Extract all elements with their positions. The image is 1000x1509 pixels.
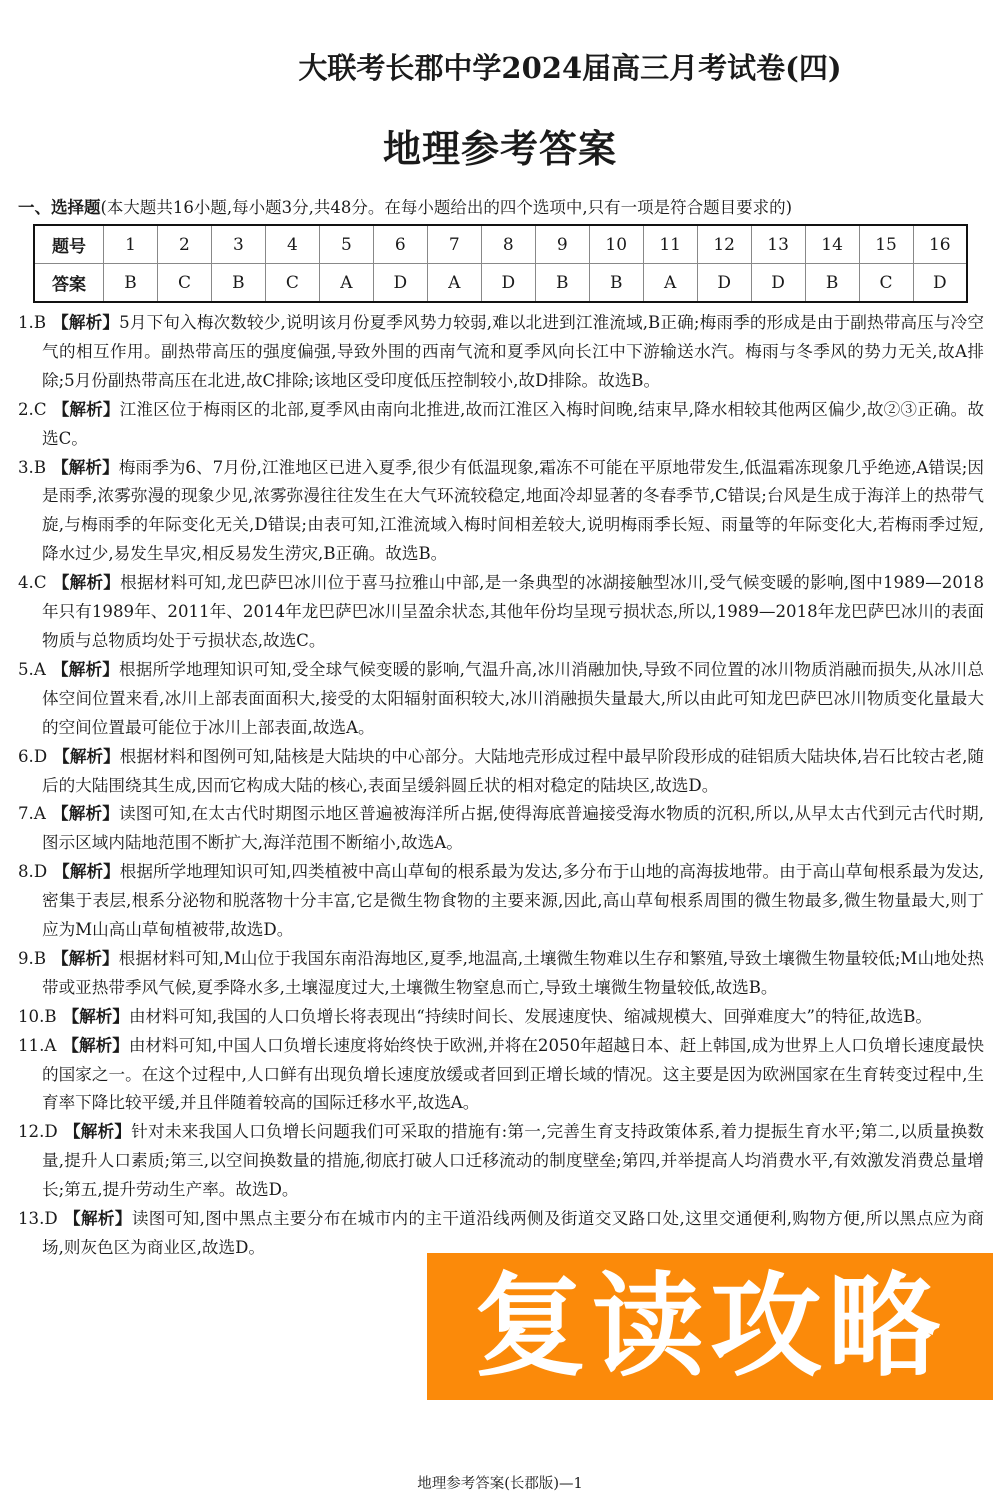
explanation-text: 5月下旬入梅次数较少,说明该月份夏季风势力较弱,难以北进到江淮流域,B正确;梅雨季的形成是由于副热带高压与冷空气的相互作用。副热带高压的强度偏强,导致外围的西南气流和夏季风向长江中下游输送水汽。梅雨与冬季风的势力无关,故A排除;5月份副热带高压在北进,故C排除;该地区受印度低压控制较小,故D排除。故选B。: [42, 313, 984, 390]
explanation-text: 根据材料和图例可知,陆核是大陆块的中心部分。大陆地壳形成过程中最早阶段形成的硅铝质大陆块体,岩石比较古老,随后的大陆围绕其生成,因而它构成大陆的核心,表面呈缓斜圆丘状的相对稳定的陆块区,故选D。: [42, 746, 985, 795]
question-answer-label: 12.D: [18, 1122, 58, 1142]
exam-title: 大联考长郡中学2024届高三月考试卷(四): [298, 51, 842, 85]
question-number: 12: [697, 225, 751, 264]
question-number-row: [34, 225, 967, 264]
page-footer: 地理参考答案(长郡版)—1: [417, 1476, 583, 1492]
explanation-text: 针对未来我国人口负增长问题我们可采取的措施有:第一,完善生育支持政策体系,着力提振生育水平;第二,以质量换数量,提升人口素质;第三,以空间换数量的措施,彻底打破人口迁移流动的制度壁垒;第四,并举提高人均消费水平,有效激发消费总量增长;第五,提升劳动生产率。故选D。: [42, 1122, 984, 1200]
answer-cell: B: [535, 264, 589, 303]
section-instruction: (本大题共16小题,每小题3分,共48分。在每小题给出的四个选项中,只有一项是符合题目要求的): [100, 198, 793, 217]
explanation-text: 读图可知,图中黑点主要分布在城市内的主干道沿线两侧及街道交叉路口处,这里交通便利,购物方便,所以黑点应为商场,则灰色区为商业区,故选D。: [42, 1209, 984, 1257]
explanation-item: [18, 800, 984, 858]
answer-cell: D: [913, 264, 967, 303]
answer-cell: B: [104, 264, 158, 303]
explanation-text: 江淮区位于梅雨区的北部,夏季风由南向北推进,故而江淮区入梅时间晚,结束早,降水相较其他两区偏少,故②③正确。故选C。: [42, 399, 984, 448]
answer-table: [33, 224, 968, 303]
question-number: 13: [751, 225, 805, 264]
question-number: 1: [104, 225, 158, 264]
question-number: 11: [643, 225, 697, 264]
explanation-item: [18, 1003, 984, 1032]
explanation-item: [18, 569, 984, 656]
question-answer-label: 10.B: [18, 1006, 57, 1026]
explanation-text: 根据材料可知,M山位于我国东南沿海地区,夏季,地温高,土壤微生物难以生存和繁殖,导致土壤微生物量较低;M山地处热带或亚热带季风气候,夏季降水多,土壤湿度过大,土壤微生物窒息而亡,导致土壤微生物量较低,故选B。: [42, 948, 985, 997]
explanation-text: 由材料可知,中国人口负增长速度将始终快于欧洲,并将在2050年超越日本、赶上韩国,成为世界上人口负增长速度最快的国家之一。在这个过程中,人口鲜有出现负增长速度放缓或者回到正增长域的情况。这主要是因为欧洲国家在生育转变过程中,生育率下降比较平缓,并且伴随着较高的国际迁移水平,故选A。: [42, 1035, 984, 1113]
question-number: 10: [589, 225, 643, 264]
question-number: 5: [319, 225, 373, 264]
analysis-tag: 【解析】: [52, 399, 120, 419]
question-answer-label: 1.B: [18, 313, 47, 332]
question-number: 4: [265, 225, 319, 264]
answer-cell: B: [211, 264, 265, 303]
analysis-tag: 【解析】: [52, 573, 121, 593]
answer-cell: B: [589, 264, 643, 303]
answer-cell: C: [265, 264, 319, 303]
analysis-tag: 【解析】: [53, 746, 120, 766]
analysis-tag: 【解析】: [51, 659, 120, 679]
question-number: 16: [913, 225, 967, 264]
analysis-tag: 【解析】: [63, 1122, 132, 1142]
question-answer-label: 3.B: [18, 457, 47, 477]
analysis-tag: 【解析】: [52, 948, 119, 968]
question-answer-label: 9.B: [18, 948, 47, 968]
question-number: 15: [859, 225, 913, 264]
analysis-tag: 【解析】: [63, 1209, 132, 1229]
explanation-item: [18, 309, 984, 396]
analysis-tag: 【解析】: [62, 1006, 129, 1026]
section-label: 一、选择题: [18, 198, 101, 217]
explanations-list: [18, 309, 984, 1263]
explanation-text: 根据所学地理知识可知,四类植被中高山草甸的根系最为发达,多分布于山地的高海拔地带。由于高山草甸根系最为发达,密集于表层,根系分泌物和脱落物十分丰富,它是微生物食物的主要来源,因此,高山草甸根系周围的微生物最多,微生物量最大,则丁应为M山高山草甸植被带,故选D。: [42, 862, 985, 940]
question-number: 3: [211, 225, 265, 264]
question-answer-label: 11.A: [18, 1035, 57, 1055]
explanation-text: 读图可知,在太古代时期图示地区普遍被海洋所占据,使得海底普遍接受海水物质的沉积,所以,从早太古代到元古代时期,图示区域内陆地范围不断扩大,海洋范围不断缩小,故选A。: [42, 804, 984, 853]
explanation-item: [18, 858, 984, 945]
question-number: 6: [373, 225, 427, 264]
explanation-text: 梅雨季为6、7月份,江淮地区已进入夏季,很少有低温现象,霜冻不可能在平原地带发生,低温霜冻现象几乎绝迹,A错误;因是雨季,浓雾弥漫的现象少见,浓雾弥漫往往发生在大气环流较稳定,地面冷却显著的冬春季节,C错误;台风是生成于海洋上的热带气旋,与梅雨季的年际变化无关,D错误;由表可知,江淮流域入梅时间相差较大,说明梅雨季长短、雨量等的年际变化大,若梅雨季过短,降水过少,易发生旱灾,相反易发生涝灾,B正确。故选B。: [42, 457, 985, 564]
row-header: 答案: [34, 264, 104, 303]
explanation-text: 根据所学地理知识可知,受全球气候变暖的影响,气温升高,冰川消融加快,导致不同位置的冰川物质消融而损失,从冰川总体空间位置来看,冰川上部表面面积大,接受的太阳辐射面积较大,冰川消融损失量最大,所以由此可知龙巴萨巴冰川物质变化量最大的空间位置最可能位于冰川上部表面,故选A。: [42, 659, 984, 737]
section-heading: [18, 194, 792, 218]
explanation-item: [18, 743, 984, 801]
question-answer-label: 4.C: [18, 573, 47, 593]
explanation-text: 根据材料可知,龙巴萨巴冰川位于喜马拉雅山中部,是一条典型的冰湖接触型冰川,受气候变暖的影响,图中1989—2018年只有1989年、2011年、2014年龙巴萨巴冰川呈盈余状态,其他年份均呈现亏损状态,所以,1989—2018年龙巴萨巴冰川的表面物质与总物质均处于亏损状态,故选C。: [42, 573, 985, 650]
watermark-banner: 复读攻略: [427, 1253, 993, 1400]
document-title: 地理参考答案: [382, 127, 617, 171]
question-answer-label: 6.D: [18, 746, 48, 766]
analysis-tag: 【解析】: [62, 1035, 129, 1055]
answer-cell: C: [859, 264, 913, 303]
explanation-text: 由材料可知,我国的人口负增长将表现出“持续时间长、发展速度快、缩减规模大、回弹难度大”的特征,故选B。: [128, 1006, 932, 1026]
explanation-item: [18, 396, 984, 454]
explanation-item: [18, 1032, 984, 1119]
question-answer-label: 5.A: [18, 659, 46, 679]
question-number: 8: [481, 225, 535, 264]
answer-cell: D: [751, 264, 805, 303]
answer-cell: D: [373, 264, 427, 303]
question-number: 2: [157, 225, 211, 264]
analysis-tag: 【解析】: [52, 457, 119, 477]
answer-cell: C: [157, 264, 211, 303]
analysis-tag: 【解析】: [52, 313, 120, 332]
answer-cell: A: [427, 264, 481, 303]
analysis-tag: 【解析】: [53, 862, 120, 882]
answer-cell: A: [643, 264, 697, 303]
explanation-item: [18, 945, 984, 1003]
row-header: 题号: [34, 225, 104, 264]
question-number: 7: [427, 225, 481, 264]
answer-cell: A: [319, 264, 373, 303]
question-number: 14: [805, 225, 859, 264]
answer-row: [34, 264, 967, 303]
analysis-tag: 【解析】: [51, 804, 120, 824]
question-answer-label: 2.C: [18, 399, 47, 419]
question-answer-label: 13.D: [18, 1209, 58, 1229]
question-answer-label: 7.A: [18, 804, 46, 824]
answer-cell: D: [481, 264, 535, 303]
explanation-item: [18, 656, 984, 743]
answer-cell: B: [805, 264, 859, 303]
answer-cell: D: [697, 264, 751, 303]
explanation-item: [18, 454, 984, 570]
question-answer-label: 8.D: [18, 862, 48, 882]
question-number: 9: [535, 225, 589, 264]
explanation-item: [18, 1118, 984, 1205]
